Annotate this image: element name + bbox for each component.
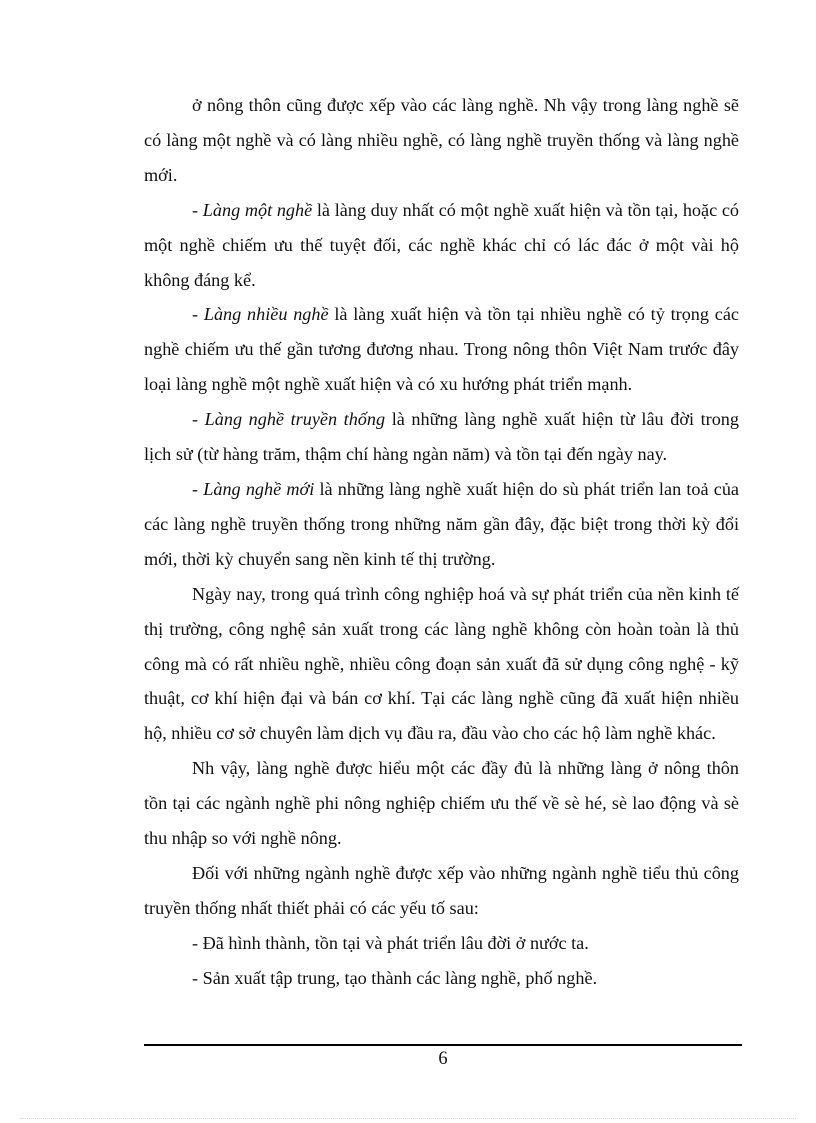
paragraph-2-text: là làng duy nhất có một nghề xuất hiện và tồn tại, hoặc có một nghề chiếm ưu thế tuyệt đối, các nghề khác chỉ có lác đác ở một vài hộ không đáng kể. [144, 199, 740, 290]
paragraph-6-text: Ngày nay, trong quá trình công nghiệp hoá và sự phát triển của nền kinh tế thị trường, công nghệ sản xuất trong các làng nghề không còn hoàn toàn là thủ công mà có rất nhiều nghề, nhiều công đoạn sản xuất đã sử dụng công nghệ - kỹ thuật, cơ khí hiện đại và bán cơ khí. Tại các làng nghề cũng đã xuất hiện nhiều hộ, nhiều cơ sở chuyên làm dịch vụ đầu ra, đầu vào cho các hộ làm nghề khác. [144, 583, 739, 744]
term-lang-nghe-moi: Làng nghề mới [203, 478, 315, 499]
paragraph-10-text: - Sản xuất tập trung, tạo thành các làng nghề, phố nghề. [192, 967, 598, 988]
paragraph-7-text: Nh vậy, làng nghề được hiểu một các đầy đủ là những làng ở nông thôn tồn tại các ngành nghề phi nông nghiệp chiếm ưu thế về sè hé, sè lao động và sè thu nhập so với nghề nông. [144, 758, 739, 849]
bullet-dash: - [192, 304, 204, 325]
page-number: 6 [438, 1049, 448, 1069]
paragraph-7 [144, 751, 739, 856]
paragraph-9-text: - Đã hình thành, tồn tại và phát triển lâu đời ở nước ta. [192, 932, 589, 953]
bullet-dash: - [192, 199, 203, 220]
paragraph-2 [144, 193, 739, 298]
paragraph-3 [144, 297, 739, 402]
paragraph-10 [144, 961, 739, 996]
paragraph-1 [144, 88, 739, 193]
paragraph-1-text: ở nông thôn cũng được xếp vào các làng nghề. Nh vậy trong làng nghề sẽ có làng một nghề và có làng nhiều nghề, có làng nghề truyền thống và làng nghề mới. [144, 95, 739, 185]
paragraph-5 [144, 472, 739, 577]
paragraph-3-text: là làng xuất hiện và tồn tại nhiều nghề có tỷ trọng các nghề chiếm ưu thế gần tương đương nhau. Trong nông thôn Việt Nam trước đây loại làng nghề một nghề xuất hiện và có xu hướng phát triển mạnh. [144, 304, 739, 395]
bullet-dash: - [192, 478, 204, 499]
bullet-dash: - [192, 409, 205, 430]
page-bottom-edge [20, 1118, 796, 1119]
term-lang-mot-nghe: Làng một nghề [202, 199, 313, 220]
paragraph-9 [144, 926, 739, 961]
paragraph-8 [144, 856, 739, 926]
paragraph-6 [144, 577, 739, 752]
term-lang-nghe-truyen-thong: Làng nghề truyền thống [204, 409, 386, 430]
paragraph-4 [144, 402, 739, 472]
term-lang-nhieu-nghe: Làng nhiều nghề [203, 304, 329, 325]
paragraph-8-text: Đối với những ngành nghề được xếp vào những ngành nghề tiểu thủ công truyền thống nhất thiết phải có các yếu tố sau: [144, 862, 739, 918]
paragraph-5-text: là những làng nghề xuất hiện do sù phát triển lan toả của các làng nghề truyền thống trong những năm gần đây, đặc biệt trong thời kỳ đổi mới, thời kỳ chuyển sang nền kinh tế thị trường. [144, 478, 739, 569]
page-body [144, 88, 739, 996]
footer-divider [144, 1044, 742, 1046]
paragraph-4-text: là những làng nghề xuất hiện từ lâu đời trong lịch sử (từ hàng trăm, thậm chí hàng ngàn năm) và tồn tại đến ngày nay. [144, 409, 739, 465]
